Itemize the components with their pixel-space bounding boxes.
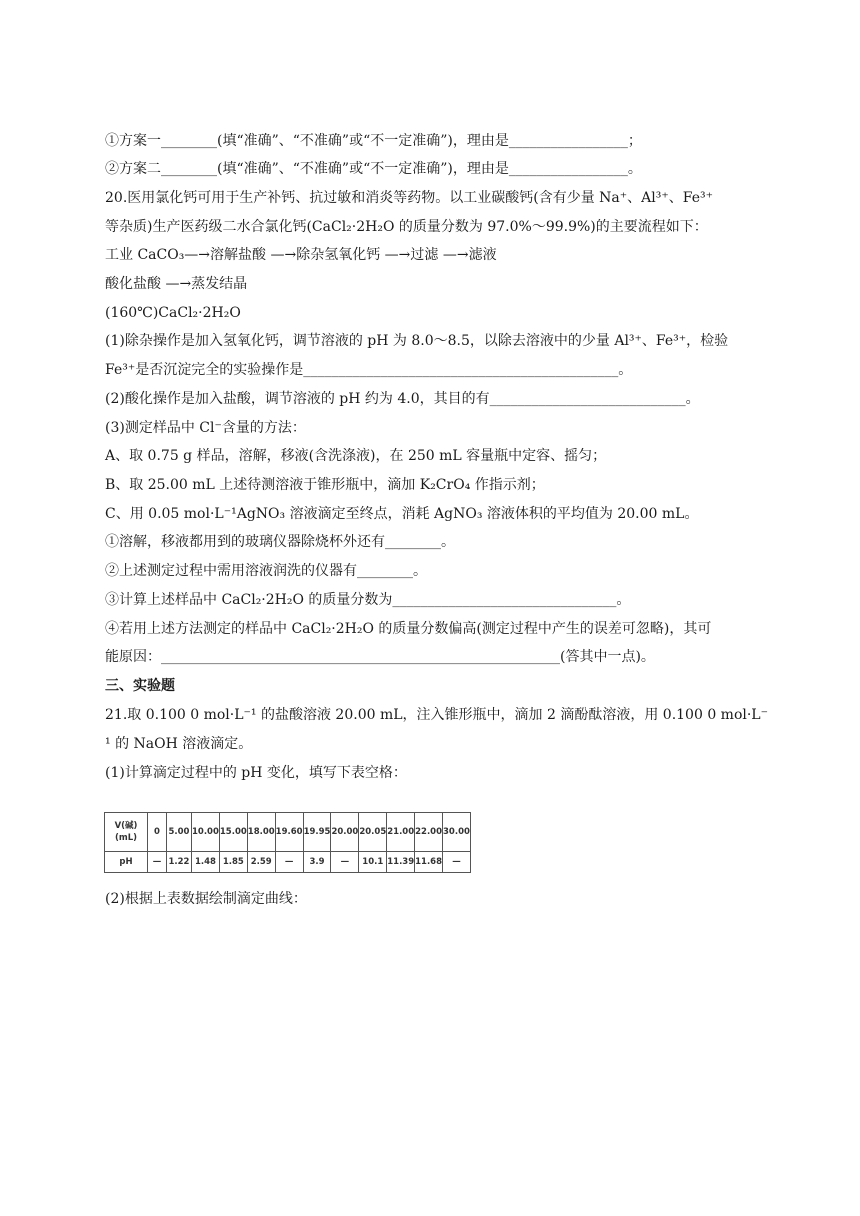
question-20-stem-line-1: 20.医用氯化钙可用于生产补钙、抗过敏和消炎等药物。以工业碳酸钙(含有少量 Na⁺、Al³⁺、Fe³⁺ [105,190,713,206]
ph-row [105,852,471,873]
flow-line-1: 工业 CaCO₃—→溶解盐酸 —→除杂氢氧化钙 —→过滤 —→滤液 [105,247,497,263]
volume-cell: 10.00 [192,813,220,852]
volume-header: V(碱)(mL) [105,813,148,852]
question-20-part-3: (3)测定样品中 Cl⁻含量的方法： [105,420,306,436]
question-20-part-2: (2)酸化操作是加入盐酸，调节溶液的 pH 约为 4.0，其目的有____________________________。 [105,391,700,407]
volume-row [105,813,471,852]
volume-cell: 19.95 [303,813,331,852]
volume-cell: 20.05 [359,813,387,852]
ph-header: pH [105,852,148,873]
ph-cell: 2.59 [247,852,275,873]
volume-cell: 20.00 [331,813,359,852]
ph-cell: 11.39 [387,852,415,873]
question-20-part-1-line-1: (1)除杂操作是加入氢氧化钙，调节溶液的 pH 为 8.0～8.5，以除去溶液中的少量 Al³⁺、Fe³⁺，检验 [105,333,729,349]
ph-cell: 1.22 [167,852,192,873]
volume-cell: 5.00 [167,813,192,852]
sub-question-1: ①溶解，移液都用到的玻璃仪器除烧杯外还有________。 [105,534,455,550]
sub-question-4-line-1: ④若用上述方法测定的样品中 CaCl₂·2H₂O 的质量分数偏高(测定过程中产生的误差可忽略)，其可 [105,621,712,637]
flow-line-2: 酸化盐酸 —→蒸发结晶 [105,276,248,292]
titration-table [104,812,471,873]
ph-cell: — [148,852,167,873]
sub-question-2: ②上述测定过程中需用溶液润洗的仪器有________。 [105,563,427,579]
volume-cell: 30.00 [443,813,471,852]
volume-cell: 19.60 [275,813,303,852]
question-20-stem-line-2: 等杂质)生产医药级二水合氯化钙(CaCl₂·2H₂O 的质量分数为 97.0%～99.9%)的主要流程如下： [105,219,708,235]
question-21-part-1: (1)计算滴定过程中的 pH 变化，填写下表空格： [105,765,407,781]
question-20-part-1-line-2: Fe³⁺是否沉淀完全的实验操作是_____________________________________________。 [105,362,633,378]
ph-cell: — [443,852,471,873]
step-b: B、取 25.00 mL 上述待测溶液于锥形瓶中，滴加 K₂CrO₄ 作指示剂； [105,477,545,493]
step-a: A、取 0.75 g 样品，溶解，移液(含洗涤液)，在 250 mL 容量瓶中定容、摇匀； [105,448,607,464]
question-21-stem-line-2: ¹ 的 NaOH 溶液滴定。 [105,736,253,752]
ph-cell: 1.48 [192,852,220,873]
ph-cell: 1.85 [219,852,247,873]
volume-cell: 15.00 [219,813,247,852]
ph-cell: — [331,852,359,873]
question-19-option-2: ②方案二________(填“准确”、“不准确”或“不一定准确”)，理由是_________________。 [105,161,642,177]
sub-question-4-line-2: 能原因：_________________________________________________________(答其中一点)。 [105,649,655,665]
volume-cell: 21.00 [387,813,415,852]
ph-cell: 3.9 [303,852,331,873]
sub-question-3: ③计算上述样品中 CaCl₂·2H₂O 的质量分数为________________________________。 [105,592,631,608]
flow-line-3: (160℃)CaCl₂·2H₂O [105,305,241,321]
question-21-stem-line-1: 21.取 0.100 0 mol·L⁻¹ 的盐酸溶液 20.00 mL，注入锥形瓶中，滴加 2 滴酚酞溶液，用 0.100 0 mol·L⁻ [105,707,768,723]
section-heading: 三、实验题 [105,678,175,694]
volume-cell: 22.00 [415,813,443,852]
ph-cell: 10.1 [359,852,387,873]
question-21-part-2: (2)根据上表数据绘制滴定曲线： [105,891,307,907]
ph-cell: 11.68 [415,852,443,873]
question-19-option-1: ①方案一________(填“准确”、“不准确”或“不一定准确”)，理由是_________________； [105,133,642,149]
volume-cell: 0 [148,813,167,852]
step-c: C、用 0.05 mol·L⁻¹AgNO₃ 溶液滴定至终点，消耗 AgNO₃ 溶液体积的平均值为 20.00 mL。 [105,506,699,522]
volume-cell: 18.00 [247,813,275,852]
ph-cell: — [275,852,303,873]
